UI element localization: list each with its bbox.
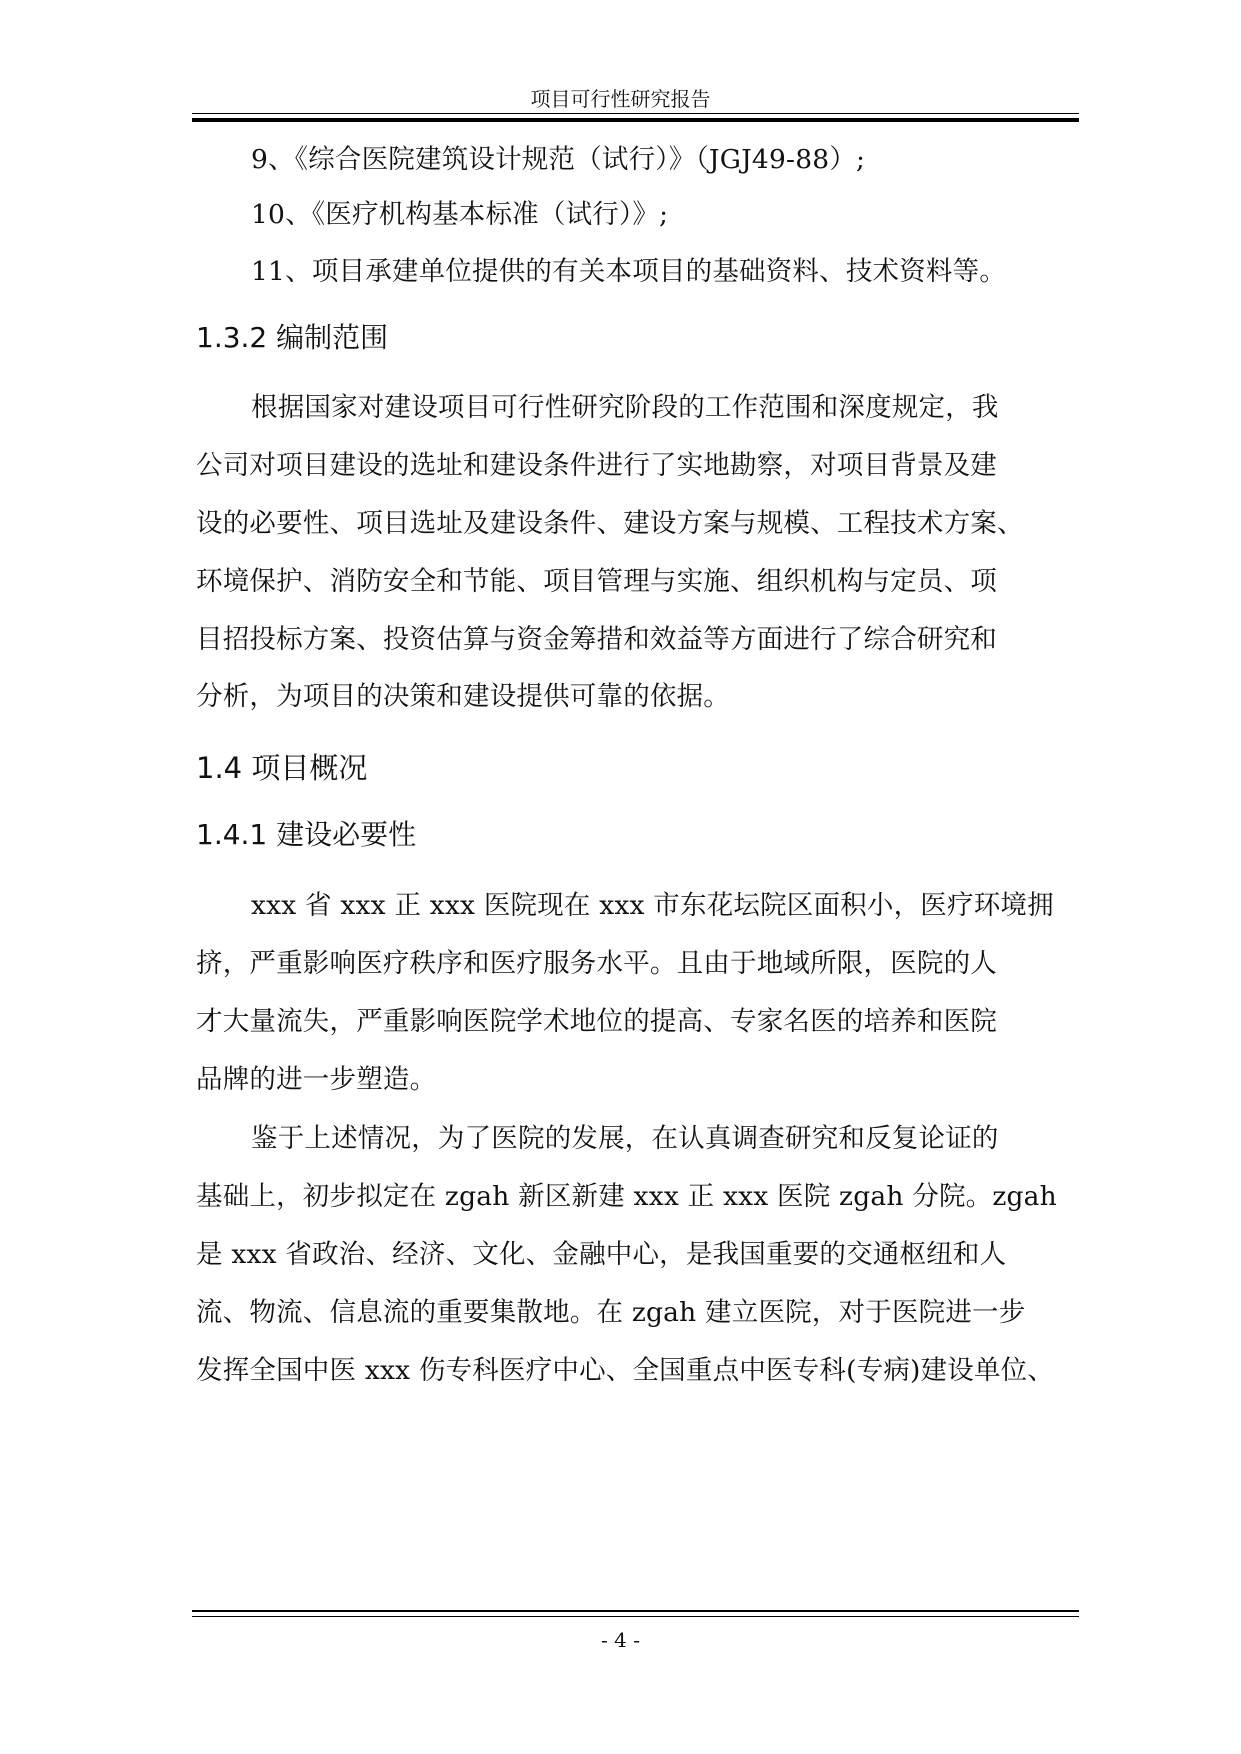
page-number: - 4 - bbox=[601, 1628, 640, 1652]
paragraph-line: 鉴于上述情况，为了医院的发展，在认真调查研究和反复论证的 bbox=[251, 1123, 999, 1154]
reference-item: 10、《医疗机构基本标准（试行）》; bbox=[251, 199, 669, 230]
reference-item: 9、《综合医院建筑设计规范（试行）》（JGJ49-88）; bbox=[251, 144, 866, 175]
paragraph-line: 公司对项目建设的选址和建设条件进行了实地勘察，对项目背景及建 bbox=[196, 450, 997, 481]
section-heading-1-4-1: 1.4.1 建设必要性 bbox=[196, 818, 417, 851]
paragraph-line: 品牌的进一步塑造。 bbox=[196, 1064, 437, 1095]
paragraph-line: 分析，为项目的决策和建设提供可靠的依据。 bbox=[196, 681, 730, 712]
running-header-title: 项目可行性研究报告 bbox=[530, 87, 711, 111]
paragraph-line: 环境保护、消防安全和节能、项目管理与实施、组织机构与定员、项 bbox=[196, 566, 997, 597]
paragraph-line: xxx 省 xxx 正 xxx 医院现在 xxx 市东花坛院区面积小，医疗环境拥 bbox=[251, 890, 1054, 921]
section-heading-1-3-2: 1.3.2 编制范围 bbox=[196, 321, 389, 354]
paragraph-line: 目招投标方案、投资估算与资金筹措和效益等方面进行了综合研究和 bbox=[196, 624, 997, 655]
header-divider-thick bbox=[192, 118, 1079, 122]
reference-item: 11、项目承建单位提供的有关本项目的基础资料、技术资料等。 bbox=[251, 256, 1007, 287]
footer-divider-thin bbox=[192, 1616, 1079, 1617]
paragraph-line: 设的必要性、项目选址及建设条件、建设方案与规模、工程技术方案、 bbox=[196, 508, 1024, 539]
paragraph-line: 根据国家对建设项目可行性研究阶段的工作范围和深度规定，我 bbox=[251, 392, 999, 423]
paragraph-line: 才大量流失，严重影响医院学术地位的提高、专家名医的培养和医院 bbox=[196, 1006, 997, 1037]
paragraph-line: 挤，严重影响医疗秩序和医疗服务水平。且由于地域所限，医院的人 bbox=[196, 948, 997, 979]
paragraph-line: 基础上，初步拟定在 zgah 新区新建 xxx 正 xxx 医院 zgah 分院。zgah bbox=[196, 1181, 1057, 1212]
paragraph-line: 发挥全国中医 xxx 伤专科医疗中心、全国重点中医专科(专病)建设单位、 bbox=[196, 1355, 1055, 1386]
footer-divider-thick bbox=[192, 1610, 1079, 1612]
paragraph-line: 流、物流、信息流的重要集散地。在 zgah 建立医院，对于医院进一步 bbox=[196, 1297, 1026, 1328]
header-divider-thin bbox=[192, 113, 1079, 114]
section-heading-1-4: 1.4 项目概况 bbox=[196, 751, 368, 785]
paragraph-line: 是 xxx 省政治、经济、文化、金融中心，是我国重要的交通枢纽和人 bbox=[196, 1239, 1007, 1270]
